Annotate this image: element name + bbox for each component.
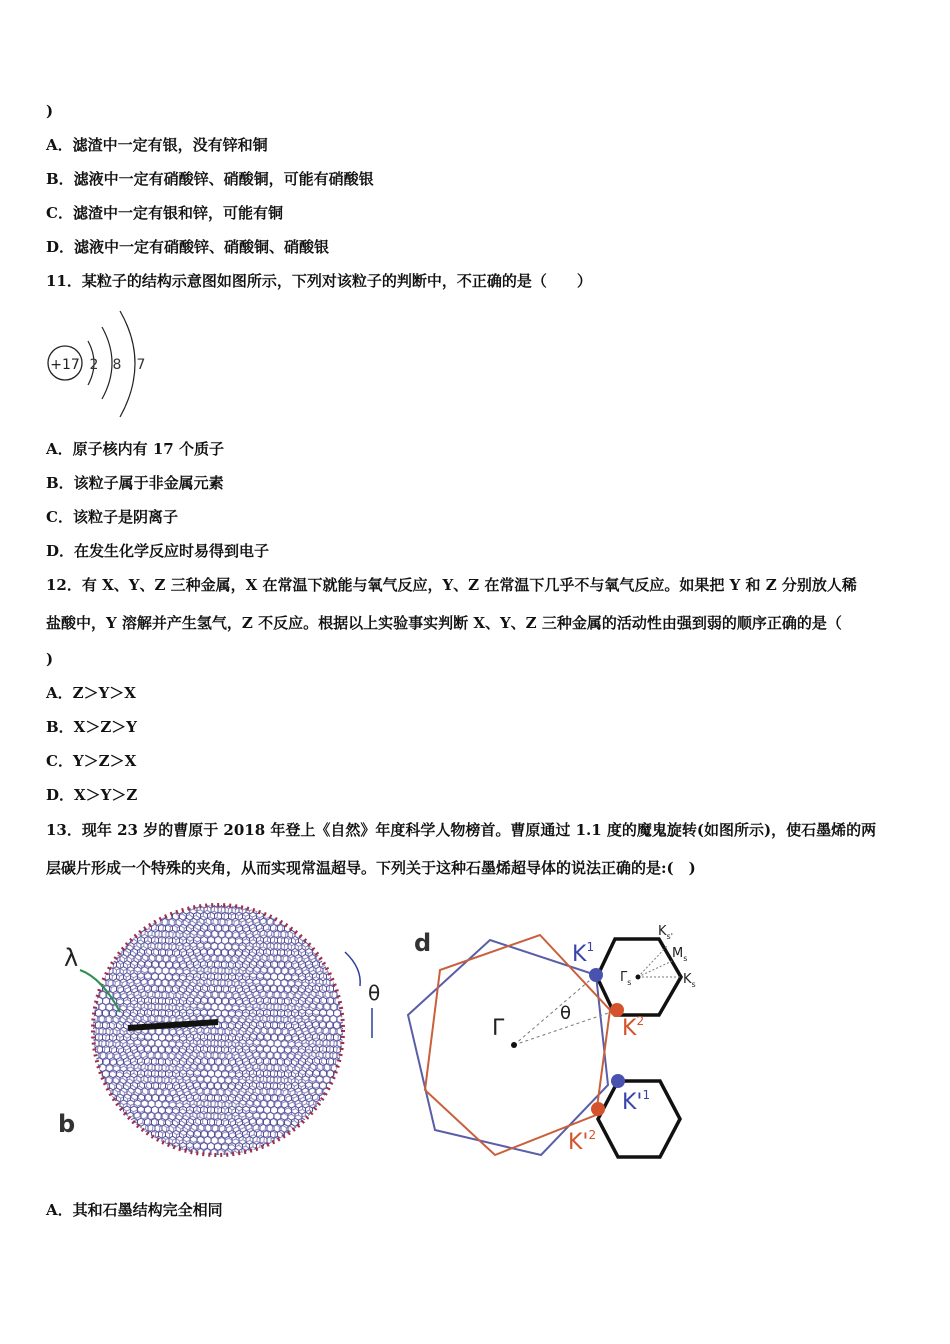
q11-stem: 11．某粒子的结构示意图如图所示，下列对该粒子的判断中，不正确的是（ ） xyxy=(46,272,592,290)
theta-label-d: θ xyxy=(560,1003,572,1024)
q12-option-a: A．Z＞Y＞X xyxy=(46,684,136,702)
q10-option-a: A．滤渣中一定有银，没有锌和铜 xyxy=(46,136,268,154)
gamma-k1-line xyxy=(514,975,596,1045)
k2-label: $K^2$ xyxy=(622,1014,645,1041)
shell-arc-3 xyxy=(120,311,135,417)
panel-d-label: d xyxy=(414,929,432,957)
q12-option-c: C．Y＞Z＞X xyxy=(46,752,137,770)
q10-option-b: B．滤液中一定有硝酸锌、硝酸铜，可能有硝酸银 xyxy=(46,170,374,188)
atom-structure-diagram xyxy=(40,305,170,425)
q13-stem-line-1: 13．现年 23 岁的曹原于 2018 年登上《自然》年度科学人物榜首。曹原通过 1.1 度的魔鬼旋转(如图所示)，使石墨烯的两 xyxy=(46,821,877,839)
theta-arrow-top xyxy=(345,952,360,986)
q12-stem-line-3: ) xyxy=(46,650,54,668)
gamma-s-point xyxy=(636,975,641,980)
q12-stem-line-1: 12．有 X、Y、Z 三种金属，X 在常温下就能与氧气反应，Y、Z 在常温下几乎不与氧气反应。如果把 Y 和 Z 分别放人稀 xyxy=(46,576,857,594)
lambda-label: λ xyxy=(64,944,79,972)
gammas-ms-line xyxy=(638,961,672,977)
k-s-prime-label: $K_{s'}$ xyxy=(658,924,673,941)
q13-stem-line-2: 层碳片形成一个特殊的夹角，从而实现常温超导。下列关于这种石墨烯超导体的说法正确的是:( ) xyxy=(46,859,696,877)
m-s-label: $M_s$ xyxy=(672,946,688,963)
gammas-ks-prime-line xyxy=(638,945,668,977)
shell-arc-2 xyxy=(102,327,112,399)
k1-label: $K^1$ xyxy=(572,940,595,967)
k-prime-1-label: $K'^1$ xyxy=(622,1088,651,1115)
k2-point xyxy=(610,1003,624,1017)
theta-label: θ xyxy=(368,981,381,1005)
shell-2-count: 8 xyxy=(112,357,122,373)
q12-option-b: B．X＞Z＞Y xyxy=(46,718,137,736)
q12-stem-line-2: 盐酸中，Y 溶解并产生氢气，Z 不反应。根据以上实验事实判断 X、Y、Z 三种金属的活动性由强到弱的顺序正确的是（ xyxy=(46,614,842,632)
q10-option-d: D．滤液中一定有硝酸锌、硝酸铜、硝酸银 xyxy=(46,238,330,256)
gamma-point xyxy=(511,1042,517,1048)
q11-option-b: B．该粒子属于非金属元素 xyxy=(46,474,224,492)
figure-b-moire-lattice xyxy=(50,900,390,1170)
orange-hexagon xyxy=(425,935,610,1155)
q11-option-a: A．原子核内有 17 个质子 xyxy=(46,440,224,458)
q13-option-a: A．其和石墨结构完全相同 xyxy=(46,1201,223,1219)
k1-point xyxy=(589,968,603,982)
gamma-label: Γ xyxy=(492,1016,505,1041)
q11-option-d: D．在发生化学反应时易得到电子 xyxy=(46,542,270,560)
k-s-label: $K_s$ xyxy=(683,972,696,989)
q10-option-c: C．滤渣中一定有银和锌，可能有铜 xyxy=(46,204,283,222)
figure-d-brillouin-zones xyxy=(400,905,710,1170)
k-prime-2-point xyxy=(591,1102,605,1116)
shell-1-count: 2 xyxy=(89,357,99,373)
q11-option-c: C．该粒子是阴离子 xyxy=(46,508,178,526)
gamma-s-label: $\Gamma_s$ xyxy=(620,970,632,987)
q12-option-d: D．X＞Y＞Z xyxy=(46,786,138,804)
panel-b-label: b xyxy=(58,1110,76,1138)
shell-3-count: 7 xyxy=(136,357,146,373)
k-prime-2-label: $K'^2$ xyxy=(568,1128,597,1155)
k-prime-1-point xyxy=(611,1074,625,1088)
nucleus-charge: +17 xyxy=(50,357,80,373)
previous-question-closing-paren: ) xyxy=(46,102,54,120)
